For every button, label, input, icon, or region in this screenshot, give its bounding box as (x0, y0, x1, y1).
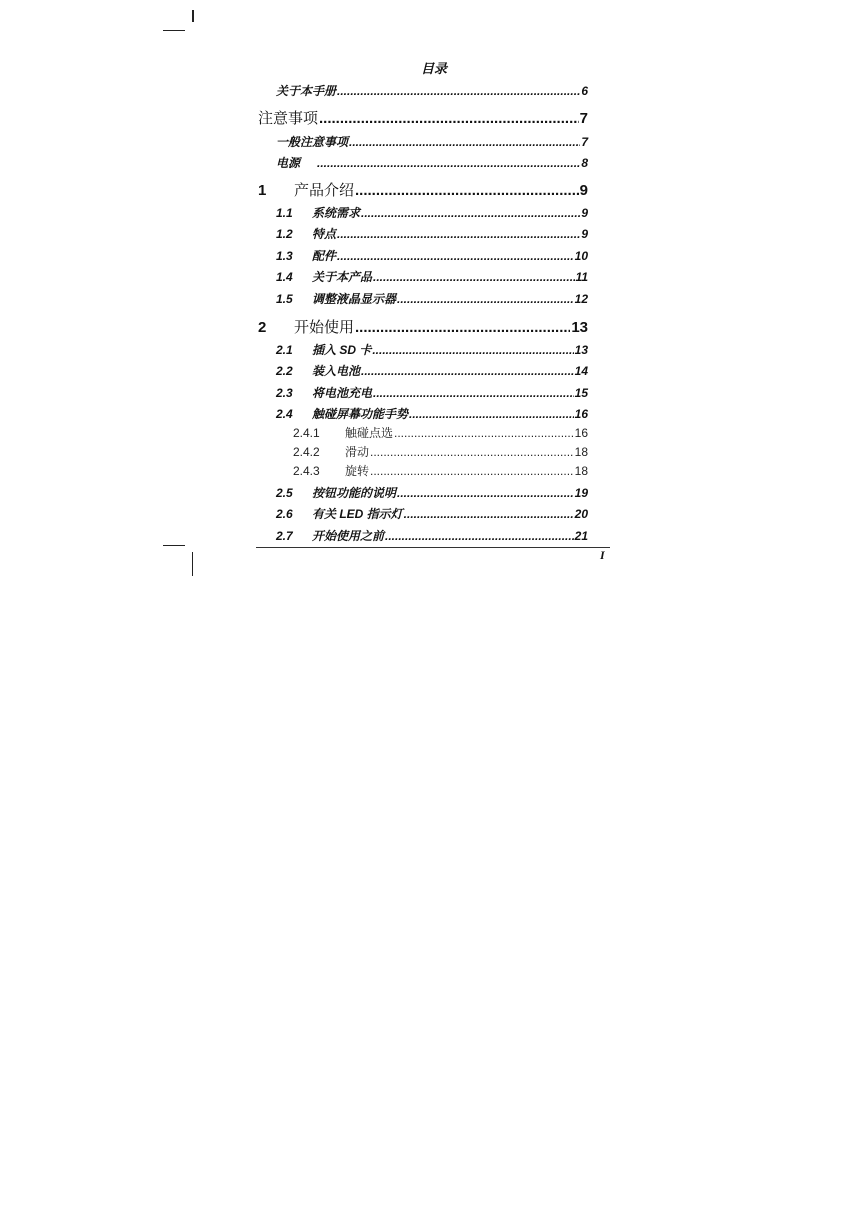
toc-entry-page: 6 (581, 84, 588, 98)
toc-entry-number: 1.1 (276, 206, 293, 220)
page-number: I (600, 548, 605, 562)
toc-entry[interactable] (276, 82, 588, 99)
toc-entry-label: 一般注意事项 (276, 135, 349, 149)
toc-entry-label: 调整液晶显示器 (312, 292, 397, 306)
toc-entry-label: 触碰屏幕功能手势 (312, 407, 409, 421)
toc-leader-dots (394, 426, 574, 440)
toc-entry-number: 2.4.1 (293, 426, 320, 440)
toc-leader-dots (372, 343, 573, 357)
toc-leader-dots (361, 364, 574, 378)
toc-entry-page: 10 (574, 249, 588, 263)
toc-leader-dots (337, 227, 580, 241)
toc-leader-dots (355, 319, 570, 336)
toc-entry-page: 9 (581, 227, 588, 241)
toc-entry-number: 2.2 (276, 364, 293, 378)
toc-entry-label: 装入电池 (312, 364, 361, 378)
toc-leader-dots (349, 135, 580, 149)
toc-entry-label: 配件 (312, 249, 337, 263)
toc-entry-label: 滑动 (345, 445, 370, 459)
toc-entry-page: 20 (574, 507, 588, 521)
toc-entry[interactable] (276, 362, 588, 379)
toc-entry-page: 15 (574, 386, 588, 400)
toc-entry[interactable] (276, 527, 588, 544)
toc-entry-page: 13 (574, 343, 588, 357)
toc-leader-dots (355, 182, 579, 199)
crop-mark-top-vertical (192, 10, 194, 22)
toc-leader-dots (397, 292, 574, 306)
toc-entry-page: 7 (579, 110, 588, 127)
toc-entry-number: 2.4.2 (293, 445, 320, 459)
toc-leader-dots (385, 529, 574, 543)
toc-entry-label: 按钮功能的说明 (312, 486, 397, 500)
toc-entry-page: 18 (574, 464, 588, 478)
toc-entry-page: 12 (574, 292, 588, 306)
toc-entry[interactable] (293, 462, 588, 479)
toc-leader-dots (337, 249, 574, 263)
toc-leader-dots (404, 507, 574, 521)
toc-leader-dots (370, 464, 574, 478)
toc-entry-page: 11 (575, 270, 588, 284)
crop-mark-bottom-vertical (192, 552, 193, 576)
toc-entry-number: 1 (258, 182, 267, 199)
toc-entry-number: 2.4.3 (293, 464, 320, 478)
toc-entry[interactable] (258, 316, 588, 337)
toc-entry-page: 7 (581, 135, 588, 149)
toc-entry-label: 特点 (312, 227, 337, 241)
toc-entry-number: 2.5 (276, 486, 293, 500)
toc-leader-dots (317, 156, 580, 170)
toc-entry-label: 旋转 (345, 464, 370, 478)
toc-title: 目录 (420, 61, 447, 76)
toc-entry-number: 2.1 (276, 343, 293, 357)
toc-entry-label: 开始使用 (294, 319, 355, 336)
toc-entry[interactable] (276, 484, 588, 501)
toc-entry[interactable] (276, 225, 588, 242)
toc-entry[interactable] (258, 179, 588, 200)
toc-entry[interactable] (276, 204, 588, 221)
toc-entry-label: 有关 LED 指示灯 (312, 507, 403, 521)
toc-entry-label: 产品介绍 (294, 182, 355, 199)
crop-mark-top-horizontal (163, 30, 185, 31)
toc-entry-label: 开始使用之前 (312, 529, 385, 543)
toc-entry-number: 2 (258, 319, 267, 336)
toc-leader-dots (319, 110, 579, 127)
toc-entry[interactable] (276, 341, 588, 358)
toc-entry[interactable] (276, 384, 588, 401)
toc-entry-label: 关于本产品 (312, 270, 373, 284)
crop-mark-bottom-horizontal (163, 545, 185, 546)
toc-entry-number: 2.3 (276, 386, 293, 400)
toc-leader-dots (373, 270, 575, 284)
toc-entry-label: 触碰点选 (345, 426, 394, 440)
toc-entry[interactable] (276, 247, 588, 264)
toc-leader-dots (370, 445, 574, 459)
toc-entry-page: 13 (571, 319, 588, 336)
toc-entry-number: 1.5 (276, 292, 293, 306)
toc-leader-dots (361, 206, 580, 220)
toc-entry-page: 19 (574, 486, 588, 500)
toc-entry[interactable] (276, 133, 588, 150)
toc-entry-page: 14 (574, 364, 588, 378)
toc-entry-label: 注意事项 (258, 110, 319, 127)
toc-leader-dots (373, 386, 574, 400)
toc-entry-label: 关于本手册 (276, 84, 337, 98)
toc-entry-page: 8 (581, 156, 588, 170)
toc-entry[interactable] (276, 290, 588, 307)
toc-entry-number: 1.4 (276, 270, 293, 284)
toc-leader-dots (397, 486, 574, 500)
footer-rule (256, 547, 610, 548)
toc-entry-page: 16 (574, 426, 588, 440)
toc-entry[interactable] (276, 268, 588, 285)
toc-entry[interactable] (276, 405, 588, 422)
toc-entry-label: 系统需求 (312, 206, 361, 220)
toc-entry-label: 插入 SD 卡 (312, 343, 372, 357)
toc-entry-label: 电源 (276, 156, 301, 170)
toc-entry-number: 2.4 (276, 407, 293, 421)
toc-leader-dots (409, 407, 574, 421)
toc-entry-number: 1.3 (276, 249, 293, 263)
toc-entry-page: 9 (581, 206, 588, 220)
toc-entry-page: 16 (574, 407, 588, 421)
toc-entry[interactable] (276, 154, 588, 171)
toc-entry[interactable] (258, 107, 588, 128)
toc-entry[interactable] (293, 424, 588, 441)
toc-entry-number: 2.7 (276, 529, 293, 543)
toc-entry-number: 2.6 (276, 507, 293, 521)
toc-entry-page: 21 (574, 529, 588, 543)
toc-leader-dots (337, 84, 580, 98)
toc-entry-label: 将电池充电 (312, 386, 373, 400)
toc-entry-number: 1.2 (276, 227, 293, 241)
toc-entry[interactable] (293, 443, 588, 460)
toc-entry-page: 9 (579, 182, 588, 199)
toc-entry[interactable] (276, 505, 588, 522)
toc-entry-page: 18 (574, 445, 588, 459)
